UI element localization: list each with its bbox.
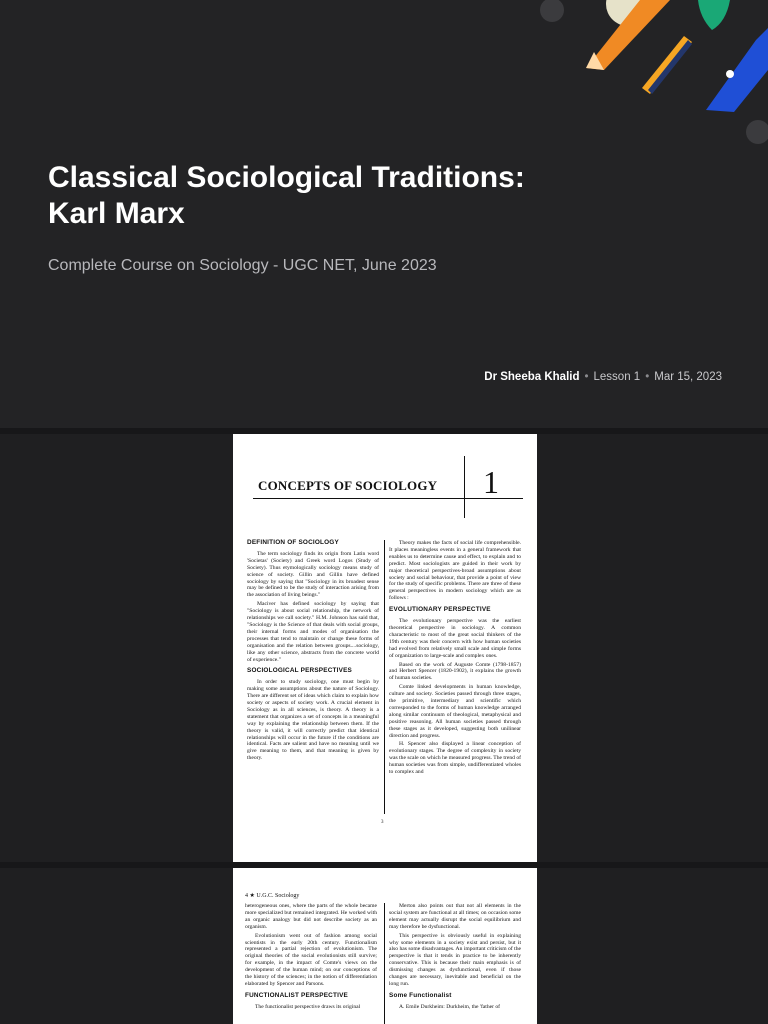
- paragraph: The term sociology finds its origin from Latin word 'Societas' (Society) and Greek word Logos (Study of Society). Thus etymologically sociology means study of science of society. Gillin and Gillin have defined sociology by saying that "Sociology in its broadest sense may be defined to be the study of interaction arising from the association of living beings.": [247, 550, 379, 599]
- document-page-1: [0, 434, 768, 862]
- page-number: 3: [381, 820, 384, 825]
- chapter-header: [233, 464, 537, 526]
- page-paper: [233, 434, 537, 862]
- paragraph: Evolutionism went out of fashion among social scientists in the early 20th century. Functionalism represented a partial rejection of evolutionism. The original theories of the social evolutionists still survive; for example, in the impact of Comte's views on the development of the human mind; on our conceptions of the history of the sciences; in the notion of differentiation elaborated by Spencer and Parsons.: [245, 932, 377, 987]
- document-page-2: [0, 868, 768, 1024]
- paragraph: Maciver has defined sociology by saying that "Sociology is about social relationship, the network of relationships we call society." H.M. Johnson has said that, "Sociology is the Science of that deals with social groups, their internal forms and modes of organisation the processes that tend to maintain or change these forms of organisation and the relation between groups....sociology, like any other science, abstracts from the concrete world of experience.": [247, 601, 379, 663]
- paragraph: Merton also points out that not all elements in the social system are functional at all times; on occasion some element may actually disrupt the social equilibrium and may therefore be dysfunctional.: [389, 903, 521, 930]
- author-name: Dr Sheeba Khalid: [484, 371, 580, 383]
- course-subtitle: Complete Course on Sociology - UGC NET, June 2023: [48, 257, 437, 274]
- column-divider: [384, 903, 385, 1024]
- paragraph: Theory makes the facts of social life comprehensible. It places meaningless events in a general framework that enables us to determine cause and effect, to explain and to predict. Most sociologists are guided in their work by major theoretical perspectives-broad assumptions about society and social behaviour, that provide a point of view for the study of specific problems. There are three of these general perspectives in modern sociology which are as follows :: [389, 540, 521, 602]
- deco-arrow-navy: [648, 40, 692, 94]
- meta-separator: •: [645, 371, 650, 383]
- paragraph: heterogeneous ones, where the parts of the whole became more specialized but remained integrated. He worked with an organic analogy but did not describe society as an organism.: [245, 903, 377, 930]
- lesson-number: Lesson 1: [593, 371, 641, 383]
- deco-circle-gray: [540, 0, 564, 22]
- running-head: 4 ★ U.G.C. Sociology: [245, 893, 300, 899]
- lesson-meta: [484, 371, 722, 383]
- paragraph: In order to study sociology, one must begin by making some assumptions about the nature of Sociology. There are different set of ideas which claim to explain how society or aspects of society work. A crucial element in Sociology as in all sciences, is theory. A theory is a statement that organizes a set of concepts in a meaningful way by explaining the relationship between them. If the theory is valid, it will correctly predict that identical relationships will occur in the future if the conditions are identical. Facts are salient and have no meaning until we give meaning to them, and that meaning is given by theory.: [247, 679, 379, 762]
- right-column: [389, 540, 521, 778]
- cover-slide: [0, 0, 768, 428]
- deco-leaf-green: [698, 0, 730, 30]
- left-column: [247, 540, 379, 764]
- chapter-title: CONCEPTS OF SOCIOLOGY: [258, 478, 438, 493]
- heading-definition: DEFINITION OF SOCIOLOGY: [247, 539, 339, 546]
- lesson-title-line1: Classical Sociological Traditions:: [48, 161, 525, 194]
- left-column: [245, 903, 377, 1013]
- heading-perspectives: SOCIOLOGICAL PERSPECTIVES: [247, 667, 353, 675]
- chapter-rule-vertical: [464, 456, 465, 518]
- page-paper: [233, 868, 537, 1024]
- deco-pen-dot: [726, 70, 734, 78]
- paragraph: H. Spencer also displayed a linear conception of evolutionary stages. The degree of complexity in society was the scale on which he measured progress. The trend of human societies was from simple, undifferentiated wholes to complex and: [389, 741, 521, 776]
- paragraph: The evolutionary perspective was the earliest theoretical perspective in sociology. A common characteristic to most of the great social thinkers of the 19th century was their concern with how human societies had evolved from relatively small scale and simple forms of organization to large-scale and complex ones.: [389, 618, 521, 659]
- deco-circle-small: [746, 120, 768, 144]
- chapter-number: 1: [483, 464, 499, 500]
- paragraph: Comte linked developments in human knowledge, culture and society. Societies passed through three stages, the primitive, intermediary and scientific which corresponded to the forms of human knowledge arranged along similar continuum of theological, metaphysical and positive reasoning. All human societies passed through these stages as it developed, suggesting both unilinear direction and progress.: [389, 684, 521, 739]
- lesson-title: [48, 160, 525, 232]
- right-column: [389, 903, 521, 1013]
- paragraph: This perspective is obviously useful in explaining why some elements in a society exist and persist, but it also has some disadvantages. An important criticism of the perspective is that it tends in practice to be inherently conservative. This is because their main emphasis is of dismissing changes as dysfunctional, even if those changes are necessary, inevitable and beneficial on the long run.: [389, 932, 521, 987]
- lesson-title-line2: Karl Marx: [48, 197, 185, 230]
- decorative-shapes: [520, 0, 768, 160]
- column-divider: [384, 540, 385, 814]
- meta-separator: •: [584, 371, 589, 383]
- paragraph: The functionalist perspective draws its original: [255, 1003, 361, 1010]
- lesson-date: Mar 15, 2023: [654, 371, 722, 383]
- heading-some-functionalist: Some Functionalist: [389, 991, 452, 999]
- paragraph: Based on the work of Auguste Comte (1798-1857) and Herbert Spencer (1820-1902), it explains the growth of human societies.: [389, 661, 521, 682]
- heading-functionalist: FUNCTIONALIST PERSPECTIVE: [245, 991, 348, 999]
- heading-evolutionary: EVOLUTIONARY PERSPECTIVE: [389, 606, 491, 614]
- paragraph: A. Emile Durkheim: Durkheim, the 'father of: [399, 1003, 501, 1010]
- deco-pen-blue: [706, 28, 768, 112]
